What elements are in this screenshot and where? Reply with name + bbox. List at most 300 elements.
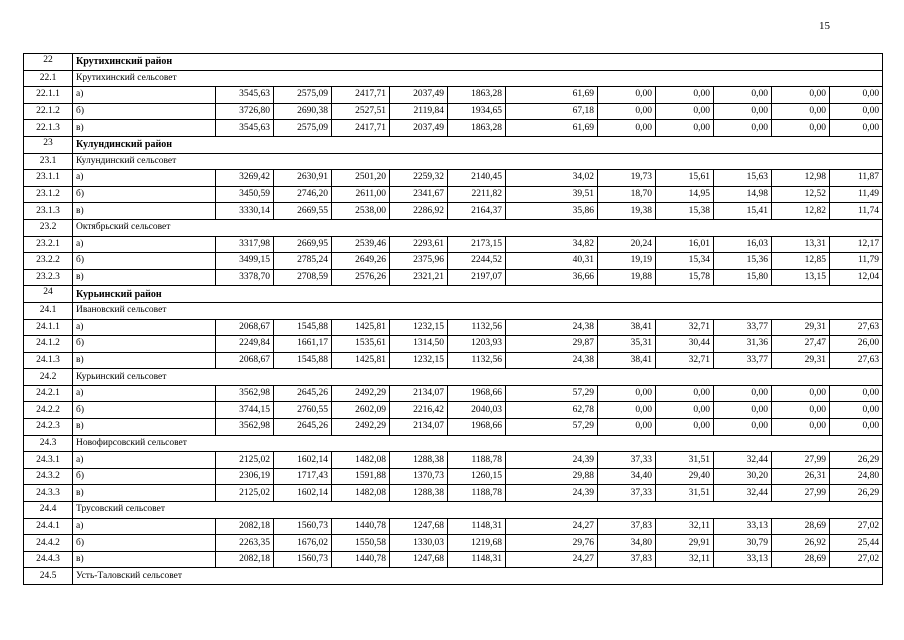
value-cell: 30,20 xyxy=(714,468,772,485)
value-cell: 16,01 xyxy=(656,236,714,253)
data-row xyxy=(24,352,883,369)
value-cell: 11,49 xyxy=(830,186,883,203)
value-cell: 2492,29 xyxy=(332,385,390,402)
value-cell: 1440,78 xyxy=(332,518,390,535)
value-cell: 3330,14 xyxy=(216,203,274,220)
value-cell: 15,36 xyxy=(714,253,772,270)
row-code: 24.2 xyxy=(24,369,73,386)
value-cell: 29,88 xyxy=(506,468,598,485)
value-cell: 0,00 xyxy=(830,103,883,120)
value-cell: 2134,07 xyxy=(390,385,448,402)
value-cell: 29,40 xyxy=(656,468,714,485)
value-cell: 2630,91 xyxy=(274,170,332,187)
value-cell: 3545,63 xyxy=(216,120,274,137)
value-cell: 33,13 xyxy=(714,551,772,568)
value-cell: 2785,24 xyxy=(274,253,332,270)
value-cell: 1934,65 xyxy=(448,103,506,120)
value-cell: 12,85 xyxy=(772,253,830,270)
data-row xyxy=(24,518,883,535)
value-cell: 15,61 xyxy=(656,170,714,187)
value-cell: 1132,56 xyxy=(448,319,506,336)
settlement-row xyxy=(24,219,883,236)
value-cell: 33,13 xyxy=(714,518,772,535)
value-cell: 2539,46 xyxy=(332,236,390,253)
settlement-name: Трусовский сельсовет xyxy=(73,502,883,519)
value-cell: 2690,38 xyxy=(274,103,332,120)
value-cell: 0,00 xyxy=(598,385,656,402)
row-code: 23.1.2 xyxy=(24,186,73,203)
value-cell: 19,19 xyxy=(598,253,656,270)
value-cell: 61,69 xyxy=(506,120,598,137)
value-cell: 1219,68 xyxy=(448,535,506,552)
value-cell: 35,31 xyxy=(598,336,656,353)
value-cell: 32,71 xyxy=(656,319,714,336)
value-cell: 26,00 xyxy=(830,336,883,353)
value-cell: 2708,59 xyxy=(274,269,332,286)
row-code: 24 xyxy=(24,286,73,303)
value-cell: 2134,07 xyxy=(390,419,448,436)
value-cell: 0,00 xyxy=(830,385,883,402)
value-cell: 1132,56 xyxy=(448,352,506,369)
value-cell: 32,44 xyxy=(714,485,772,502)
data-row xyxy=(24,385,883,402)
data-row xyxy=(24,468,883,485)
value-cell: 67,18 xyxy=(506,103,598,120)
value-cell: 2125,02 xyxy=(216,485,274,502)
value-cell: 1863,28 xyxy=(448,120,506,137)
row-variant-label: а) xyxy=(73,518,216,535)
value-cell: 0,00 xyxy=(656,87,714,104)
value-cell: 2576,26 xyxy=(332,269,390,286)
value-cell: 30,79 xyxy=(714,535,772,552)
value-cell: 3545,63 xyxy=(216,87,274,104)
row-code: 23 xyxy=(24,136,73,153)
value-cell: 1482,08 xyxy=(332,485,390,502)
value-cell: 2259,32 xyxy=(390,170,448,187)
value-cell: 0,00 xyxy=(772,120,830,137)
row-variant-label: в) xyxy=(73,269,216,286)
row-code: 23.2.2 xyxy=(24,253,73,270)
row-variant-label: б) xyxy=(73,468,216,485)
value-cell: 2492,29 xyxy=(332,419,390,436)
value-cell: 29,31 xyxy=(772,319,830,336)
data-row xyxy=(24,87,883,104)
row-code: 24.4 xyxy=(24,502,73,519)
value-cell: 38,41 xyxy=(598,352,656,369)
value-cell: 3726,80 xyxy=(216,103,274,120)
value-cell: 27,02 xyxy=(830,518,883,535)
value-cell: 28,69 xyxy=(772,518,830,535)
value-cell: 13,31 xyxy=(772,236,830,253)
value-cell: 0,00 xyxy=(772,402,830,419)
value-cell: 18,70 xyxy=(598,186,656,203)
value-cell: 2125,02 xyxy=(216,452,274,469)
value-cell: 26,29 xyxy=(830,452,883,469)
value-cell: 30,44 xyxy=(656,336,714,353)
value-cell: 31,51 xyxy=(656,485,714,502)
value-cell: 2321,21 xyxy=(390,269,448,286)
value-cell: 2263,35 xyxy=(216,535,274,552)
row-code: 23.1.1 xyxy=(24,170,73,187)
value-cell: 14,98 xyxy=(714,186,772,203)
value-cell: 1288,38 xyxy=(390,485,448,502)
row-code: 24.1 xyxy=(24,302,73,319)
settlement-name: Октябрьский сельсовет xyxy=(73,219,883,236)
value-cell: 26,92 xyxy=(772,535,830,552)
value-cell: 0,00 xyxy=(830,419,883,436)
row-code: 24.3 xyxy=(24,435,73,452)
row-code: 24.3.1 xyxy=(24,452,73,469)
row-code: 24.5 xyxy=(24,568,73,585)
value-cell: 2216,42 xyxy=(390,402,448,419)
value-cell: 57,29 xyxy=(506,419,598,436)
value-cell: 12,04 xyxy=(830,269,883,286)
row-code: 24.2.2 xyxy=(24,402,73,419)
page-number: 15 xyxy=(819,20,830,32)
value-cell: 1260,15 xyxy=(448,468,506,485)
value-cell: 24,39 xyxy=(506,452,598,469)
data-row xyxy=(24,236,883,253)
row-code: 24.3.2 xyxy=(24,468,73,485)
row-code: 22.1.2 xyxy=(24,103,73,120)
value-cell: 2068,67 xyxy=(216,352,274,369)
value-cell: 1602,14 xyxy=(274,452,332,469)
value-cell: 11,79 xyxy=(830,253,883,270)
value-cell: 2306,19 xyxy=(216,468,274,485)
value-cell: 2341,67 xyxy=(390,186,448,203)
row-variant-label: а) xyxy=(73,87,216,104)
value-cell: 1602,14 xyxy=(274,485,332,502)
value-cell: 1247,68 xyxy=(390,551,448,568)
value-cell: 1717,43 xyxy=(274,468,332,485)
value-cell: 1232,15 xyxy=(390,352,448,369)
value-cell: 37,33 xyxy=(598,452,656,469)
value-cell: 2746,20 xyxy=(274,186,332,203)
row-code: 23.2.3 xyxy=(24,269,73,286)
settlement-row xyxy=(24,435,883,452)
value-cell: 0,00 xyxy=(714,120,772,137)
value-cell: 25,44 xyxy=(830,535,883,552)
district-row xyxy=(24,136,883,153)
row-variant-label: в) xyxy=(73,485,216,502)
settlement-row xyxy=(24,302,883,319)
value-cell: 1370,73 xyxy=(390,468,448,485)
value-cell: 2527,51 xyxy=(332,103,390,120)
value-cell: 2293,61 xyxy=(390,236,448,253)
value-cell: 1560,73 xyxy=(274,518,332,535)
value-cell: 61,69 xyxy=(506,87,598,104)
data-row xyxy=(24,253,883,270)
value-cell: 2669,95 xyxy=(274,236,332,253)
value-cell: 2538,00 xyxy=(332,203,390,220)
value-cell: 2417,71 xyxy=(332,120,390,137)
value-cell: 2164,37 xyxy=(448,203,506,220)
value-cell: 1591,88 xyxy=(332,468,390,485)
value-cell: 16,03 xyxy=(714,236,772,253)
row-variant-label: в) xyxy=(73,551,216,568)
value-cell: 0,00 xyxy=(598,402,656,419)
data-row xyxy=(24,419,883,436)
value-cell: 0,00 xyxy=(714,419,772,436)
row-code: 24.4.1 xyxy=(24,518,73,535)
value-cell: 29,76 xyxy=(506,535,598,552)
value-cell: 32,71 xyxy=(656,352,714,369)
value-cell: 11,74 xyxy=(830,203,883,220)
value-cell: 0,00 xyxy=(714,87,772,104)
value-cell: 34,82 xyxy=(506,236,598,253)
data-row xyxy=(24,103,883,120)
value-cell: 0,00 xyxy=(772,103,830,120)
row-variant-label: б) xyxy=(73,402,216,419)
value-cell: 1560,73 xyxy=(274,551,332,568)
value-cell: 0,00 xyxy=(656,385,714,402)
value-cell: 0,00 xyxy=(714,385,772,402)
row-variant-label: б) xyxy=(73,336,216,353)
row-variant-label: б) xyxy=(73,253,216,270)
value-cell: 27,63 xyxy=(830,319,883,336)
value-cell: 13,15 xyxy=(772,269,830,286)
value-cell: 2119,84 xyxy=(390,103,448,120)
value-cell: 2211,82 xyxy=(448,186,506,203)
value-cell: 57,29 xyxy=(506,385,598,402)
value-cell: 2501,20 xyxy=(332,170,390,187)
value-cell: 0,00 xyxy=(714,103,772,120)
value-cell: 0,00 xyxy=(656,419,714,436)
value-cell: 0,00 xyxy=(772,419,830,436)
value-cell: 2645,26 xyxy=(274,385,332,402)
row-variant-label: в) xyxy=(73,203,216,220)
row-variant-label: б) xyxy=(73,186,216,203)
value-cell: 12,52 xyxy=(772,186,830,203)
value-cell: 3744,15 xyxy=(216,402,274,419)
settlement-row xyxy=(24,568,883,585)
value-cell: 2068,67 xyxy=(216,319,274,336)
data-row xyxy=(24,170,883,187)
value-cell: 3499,15 xyxy=(216,253,274,270)
value-cell: 24,27 xyxy=(506,518,598,535)
value-cell: 2760,55 xyxy=(274,402,332,419)
value-cell: 15,34 xyxy=(656,253,714,270)
value-cell: 1148,31 xyxy=(448,551,506,568)
value-cell: 3269,42 xyxy=(216,170,274,187)
value-cell: 1968,66 xyxy=(448,419,506,436)
value-cell: 2037,49 xyxy=(390,87,448,104)
value-cell: 1550,58 xyxy=(332,535,390,552)
value-cell: 0,00 xyxy=(598,87,656,104)
row-variant-label: в) xyxy=(73,352,216,369)
value-cell: 1148,31 xyxy=(448,518,506,535)
settlement-row xyxy=(24,153,883,170)
value-cell: 15,63 xyxy=(714,170,772,187)
value-cell: 1203,93 xyxy=(448,336,506,353)
district-name: Курьинский район xyxy=(73,286,883,303)
value-cell: 19,73 xyxy=(598,170,656,187)
row-variant-label: а) xyxy=(73,170,216,187)
value-cell: 3378,70 xyxy=(216,269,274,286)
row-code: 24.3.3 xyxy=(24,485,73,502)
settlement-name: Курьинский сельсовет xyxy=(73,369,883,386)
row-variant-label: а) xyxy=(73,319,216,336)
value-cell: 12,17 xyxy=(830,236,883,253)
value-cell: 19,38 xyxy=(598,203,656,220)
settlement-name: Ивановский сельсовет xyxy=(73,302,883,319)
value-cell: 1968,66 xyxy=(448,385,506,402)
value-cell: 0,00 xyxy=(830,87,883,104)
district-name: Кулундинский район xyxy=(73,136,883,153)
value-cell: 3450,59 xyxy=(216,186,274,203)
data-row xyxy=(24,186,883,203)
value-cell: 0,00 xyxy=(656,120,714,137)
data-row xyxy=(24,203,883,220)
value-cell: 31,51 xyxy=(656,452,714,469)
data-row xyxy=(24,120,883,137)
value-cell: 1314,50 xyxy=(390,336,448,353)
value-cell: 37,33 xyxy=(598,485,656,502)
value-cell: 34,40 xyxy=(598,468,656,485)
row-code: 24.1.3 xyxy=(24,352,73,369)
value-cell: 2173,15 xyxy=(448,236,506,253)
district-name: Крутихинский район xyxy=(73,54,883,71)
value-cell: 1232,15 xyxy=(390,319,448,336)
row-code: 23.1 xyxy=(24,153,73,170)
value-cell: 26,31 xyxy=(772,468,830,485)
row-code: 22 xyxy=(24,54,73,71)
value-cell: 2037,49 xyxy=(390,120,448,137)
value-cell: 0,00 xyxy=(598,103,656,120)
value-cell: 0,00 xyxy=(598,120,656,137)
row-code: 22.1 xyxy=(24,70,73,87)
value-cell: 1425,81 xyxy=(332,319,390,336)
value-cell: 2249,84 xyxy=(216,336,274,353)
data-row xyxy=(24,452,883,469)
value-cell: 27,99 xyxy=(772,452,830,469)
value-cell: 1545,88 xyxy=(274,352,332,369)
value-cell: 1545,88 xyxy=(274,319,332,336)
value-cell: 34,80 xyxy=(598,535,656,552)
value-cell: 2602,09 xyxy=(332,402,390,419)
value-cell: 0,00 xyxy=(656,103,714,120)
value-cell: 2040,03 xyxy=(448,402,506,419)
value-cell: 1247,68 xyxy=(390,518,448,535)
value-cell: 27,63 xyxy=(830,352,883,369)
value-cell: 12,98 xyxy=(772,170,830,187)
value-cell: 62,78 xyxy=(506,402,598,419)
value-cell: 36,66 xyxy=(506,269,598,286)
value-cell: 34,02 xyxy=(506,170,598,187)
value-cell: 0,00 xyxy=(598,419,656,436)
row-variant-label: б) xyxy=(73,103,216,120)
value-cell: 38,41 xyxy=(598,319,656,336)
settlement-row xyxy=(24,369,883,386)
value-cell: 15,78 xyxy=(656,269,714,286)
value-cell: 15,38 xyxy=(656,203,714,220)
value-cell: 1676,02 xyxy=(274,535,332,552)
value-cell: 35,86 xyxy=(506,203,598,220)
value-cell: 37,83 xyxy=(598,518,656,535)
value-cell: 29,91 xyxy=(656,535,714,552)
row-code: 24.2.1 xyxy=(24,385,73,402)
row-code: 24.4.3 xyxy=(24,551,73,568)
value-cell: 32,11 xyxy=(656,551,714,568)
value-cell: 1330,03 xyxy=(390,535,448,552)
value-cell: 2286,92 xyxy=(390,203,448,220)
row-code: 22.1.3 xyxy=(24,120,73,137)
value-cell: 29,31 xyxy=(772,352,830,369)
row-variant-label: в) xyxy=(73,419,216,436)
value-cell: 27,99 xyxy=(772,485,830,502)
value-cell: 2082,18 xyxy=(216,551,274,568)
data-row xyxy=(24,551,883,568)
value-cell: 2417,71 xyxy=(332,87,390,104)
row-code: 23.2 xyxy=(24,219,73,236)
value-cell: 1661,17 xyxy=(274,336,332,353)
value-cell: 0,00 xyxy=(714,402,772,419)
value-cell: 19,88 xyxy=(598,269,656,286)
value-cell: 2611,00 xyxy=(332,186,390,203)
value-cell: 32,11 xyxy=(656,518,714,535)
data-row xyxy=(24,402,883,419)
settlement-row xyxy=(24,502,883,519)
value-cell: 32,44 xyxy=(714,452,772,469)
tariff-table xyxy=(23,53,883,585)
value-cell: 33,77 xyxy=(714,319,772,336)
value-cell: 2375,96 xyxy=(390,253,448,270)
value-cell: 0,00 xyxy=(772,87,830,104)
value-cell: 27,02 xyxy=(830,551,883,568)
row-variant-label: а) xyxy=(73,236,216,253)
value-cell: 39,51 xyxy=(506,186,598,203)
value-cell: 3562,98 xyxy=(216,385,274,402)
value-cell: 1863,28 xyxy=(448,87,506,104)
row-variant-label: в) xyxy=(73,120,216,137)
value-cell: 2082,18 xyxy=(216,518,274,535)
settlement-row xyxy=(24,70,883,87)
value-cell: 12,82 xyxy=(772,203,830,220)
value-cell: 2645,26 xyxy=(274,419,332,436)
value-cell: 2244,52 xyxy=(448,253,506,270)
value-cell: 3317,98 xyxy=(216,236,274,253)
value-cell: 1440,78 xyxy=(332,551,390,568)
value-cell: 28,69 xyxy=(772,551,830,568)
value-cell: 24,39 xyxy=(506,485,598,502)
value-cell: 3562,98 xyxy=(216,419,274,436)
value-cell: 29,87 xyxy=(506,336,598,353)
value-cell: 1482,08 xyxy=(332,452,390,469)
row-variant-label: б) xyxy=(73,535,216,552)
value-cell: 37,83 xyxy=(598,551,656,568)
value-cell: 2575,09 xyxy=(274,120,332,137)
value-cell: 0,00 xyxy=(830,402,883,419)
value-cell: 1425,81 xyxy=(332,352,390,369)
value-cell: 0,00 xyxy=(830,120,883,137)
settlement-name: Новофирсовский сельсовет xyxy=(73,435,883,452)
value-cell: 0,00 xyxy=(772,385,830,402)
value-cell: 0,00 xyxy=(656,402,714,419)
data-row xyxy=(24,319,883,336)
row-code: 24.2.3 xyxy=(24,419,73,436)
row-variant-label: а) xyxy=(73,385,216,402)
row-code: 24.1.2 xyxy=(24,336,73,353)
value-cell: 15,41 xyxy=(714,203,772,220)
value-cell: 24,27 xyxy=(506,551,598,568)
row-code: 23.1.3 xyxy=(24,203,73,220)
row-variant-label: а) xyxy=(73,452,216,469)
value-cell: 24,80 xyxy=(830,468,883,485)
value-cell: 2140,45 xyxy=(448,170,506,187)
district-row xyxy=(24,54,883,71)
value-cell: 1535,61 xyxy=(332,336,390,353)
data-row xyxy=(24,336,883,353)
